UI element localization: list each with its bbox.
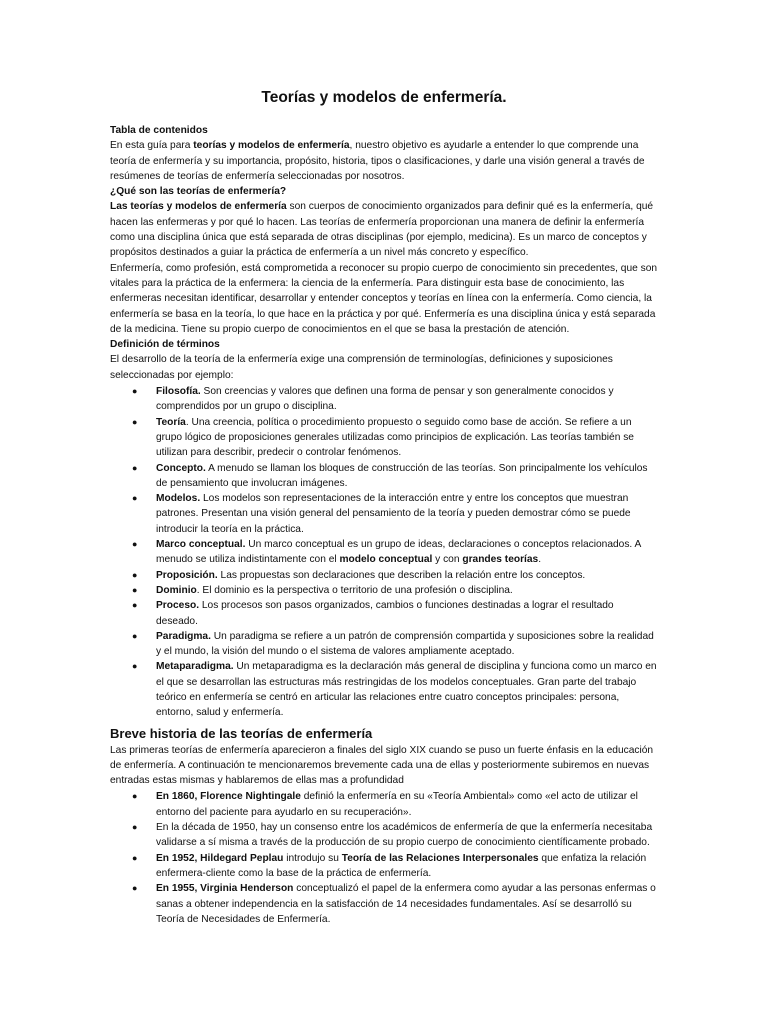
intro-bold: teorías y modelos de enfermería [193,140,350,152]
term-text: Los modelos son representaciones de la interacción entre y entre los conceptos que muestran patrones. Presentan una visión general del pensamiento de la teoría y pueden demostrar cómo se puede introducir la teoría en la práctica. [156,493,631,535]
bullet-icon: ● [132,462,138,473]
bullet-icon: ● [132,600,138,611]
bullet-icon: ● [132,539,138,550]
list-item [110,629,658,660]
term-label: Paradigma. [156,630,211,642]
what-text: son cuerpos de conocimiento organizados para definir qué es la enfermería, qué hacen las enfermeras y por qué lo hacen. Las teorías de enfermería proporcionan una manera de definir la enfermería como una disciplina única que está separada de otras disciplinas (por ejemplo, medicina). Es un marco de conceptos y propósitos destinados a guiar la práctica de enfermería a un nivel más concreto y específico. [110,201,654,259]
term-label: Metaparadigma. [156,661,234,673]
list-item [110,461,658,492]
bullet-icon: ● [132,584,138,595]
term-text: Un marco conceptual es un grupo de ideas, declaraciones o conceptos relacionados. A menudo se utiliza indistintamente con el [156,539,641,566]
bullet-icon: ● [132,569,138,580]
page-title: Teorías y modelos de enfermería. [261,89,507,106]
bullet-icon: ● [132,630,138,641]
term-label: Dominio [156,584,197,596]
term-text: A menudo se llaman los bloques de construcción de las teorías. Son principalmente los vehículos de pensamiento que involucran imágenes. [156,462,648,489]
term-text: y con [432,554,463,566]
term-text: . Una creencia, política o procedimiento propuesto o seguido como base de acción. Se refiere a un grupo lógico de proposiciones generales utilizadas como principios de explicación. Las teorías también se utilizan para describir, predecir o controlar fenómenos. [156,416,634,459]
bullet-icon: ● [132,386,138,397]
toc-heading: Tabla de contenidos [110,125,208,136]
term-label: Modelos. [156,493,201,505]
history-bold: En 1860, Florence Nightingale [156,791,301,803]
intro-text: En esta guía para [110,140,194,152]
what-bold: Las teorías y modelos de enfermería [110,201,287,213]
list-item [110,598,658,629]
bullet-icon: ● [132,416,138,427]
bullet-icon: ● [132,852,138,863]
term-label: Proceso. [156,600,200,612]
term-text: Los procesos son pasos organizados, cambios o funciones destinadas a lograr el resultado deseado. [156,600,614,627]
list-item [110,491,658,537]
term-text: Son creencias y valores que definen una forma de pensar y son generalmente conocidos y comprendidos por un grupo o disciplina. [156,386,614,413]
term-label: Teoría [156,416,186,428]
history-list [110,789,658,927]
what-paragraph-2: Enfermería, como profesión, está comprometida a reconocer su propio cuerpo de conocimiento sin precedentes, que son vitales para la práctica de la enfermera: la ciencia de la enfermería. Para distinguir esta base de conocimiento, las enfermeras necesitan identificar, desarrollar y entender conceptos y teorías en línea con la enfermería. Como ciencia, la enfermería se basa en la teoría, lo que hace en la práctica y por qué. Enfermería es una disciplina única y está separada de la medicina. Tiene su propio cuerpo de conocimientos en el que se basa la prestación de atención. [110,262,658,335]
term-text: . El dominio es la perspectiva o territorio de una profesión o disciplina. [196,584,513,596]
term-label: Marco conceptual. [156,539,246,551]
bullet-icon: ● [132,661,138,672]
term-text: Un paradigma se refiere a un patrón de comprensión compartida y suposiciones sobre la realidad y el mundo, la visión del mundo o el sistema de valores ampliamente aceptado. [156,630,654,658]
bullet-icon: ● [132,791,138,802]
bullet-icon: ● [132,883,138,894]
list-item [110,820,658,851]
what-paragraph [110,199,658,260]
bullet-icon: ● [132,493,138,504]
term-label: Concepto. [156,462,206,474]
list-item [110,583,658,598]
intro-text-2: , nuestro objetivo es ayudarle a entender lo que comprende una teoría de enfermería y su importancia, propósito, historia, tipos o clasificaciones, y darle una visión general a través de resúmenes de teorías de enfermería seleccionadas por nosotros. [110,140,645,182]
list-item [110,384,658,415]
what-heading: ¿Qué son las teorías de enfermería? [110,186,287,198]
list-item [110,537,658,568]
list-item [110,789,658,820]
terms-list [110,384,658,721]
history-text: que enfatiza la relación enfermera-cliente como la base de la práctica de enfermería. [156,852,647,879]
list-item [110,568,658,583]
bullet-icon: ● [132,822,138,833]
history-text: conceptualizó el papel de la enfermera como ayudar a las personas enfermas o sanas a obtener independencia en la satisfacción de 14 necesidades fundamentales. Así se desarrolló su Teoría de Necesidades de Enfermería. [156,883,656,925]
list-item [110,851,658,882]
history-text: introdujo su [283,852,342,864]
term-text: Las propuestas son declaraciones que describen la relación entre los conceptos. [217,569,586,581]
list-item [110,415,658,461]
term-label: Proposición. [156,569,218,581]
list-item [110,659,658,720]
history-intro: Las primeras teorías de enfermería aparecieron a finales del siglo XIX cuando se puso un fuerte énfasis en la educación de enfermería. A continuación te mencionaremos brevemente cada una de ellas y posteriormente subiremos en nuevas entradas estas mismas y hablaremos de ellas mas a profundidad [110,744,654,787]
history-bold: En 1955, Virginia Henderson [156,883,294,895]
intro-paragraph [110,138,658,184]
history-heading: Breve historia de las teorías de enfermería [110,725,373,741]
term-bold: grandes teorías [462,554,539,566]
terms-intro: El desarrollo de la teoría de la enfermería exige una comprensión de terminologías, definiciones y suposiciones seleccionadas por ejemplo: [110,354,613,381]
history-text: definió la enfermería en su «Teoría Ambiental» como «el acto de utilizar el entorno del paciente para ayudarlo en su recuperación». [156,791,638,818]
term-text: Un metaparadigma es la declaración más general de disciplina y funciona como un marco en el que se desarrollan las estructuras más restringidas de los modelos conceptuales. Gran parte del trabajo teórico en enfermería se centró en articular las relaciones entre cuatro conceptos principales: persona, entorno, salud y enfermería. [156,661,657,719]
terms-heading: Definición de términos [110,339,220,351]
list-item [110,881,658,927]
term-bold: modelo conceptual [339,554,433,566]
term-text: . [538,554,542,566]
history-bold: Teoría de las Relaciones Interpersonales [341,852,539,864]
history-bold: En 1952, Hildegard Peplau [156,852,284,864]
term-label: Filosofía. [156,386,201,398]
history-text: En la década de 1950, hay un consenso entre los académicos de enfermería de que la enfermería necesitaba validarse a sí misma a través de la producción de su propio cuerpo de conocimiento científicamente probado. [156,822,653,849]
